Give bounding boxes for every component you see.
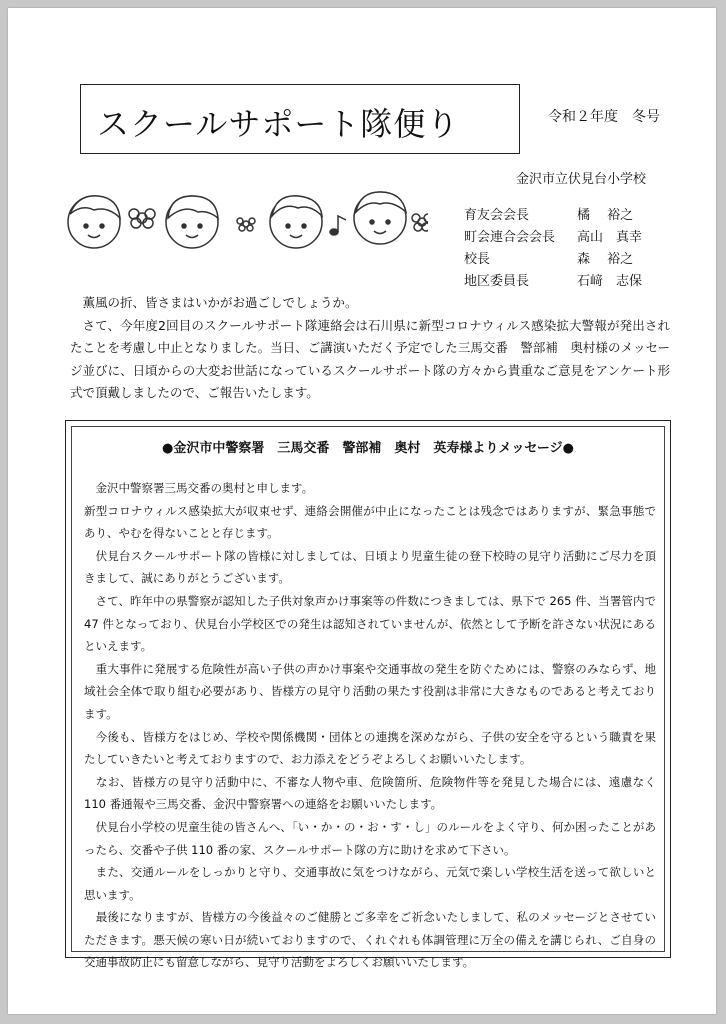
message-paragraph: 伏見台スクールサポート隊の皆様に対しましては、日頃より児童生徒の登下校時の見守り活動にご尽力を頂きまして、誠にありがとうございます。	[84, 548, 656, 586]
title-box	[80, 84, 520, 154]
intro-text	[70, 292, 670, 405]
issue-label: 令和２年度 冬号	[548, 109, 660, 125]
message-heading: ●金沢市中警察署 三馬交番 警部補 奥村 英寿様よりメッセージ●	[162, 441, 574, 456]
official-role: 地区委員長	[464, 274, 530, 289]
message-paragraph: さて、昨年中の県警察が認知した子供対象声かけ事案等の件数につきましては、県下で 265 件、当署管内で 47 件となっており、伏見台小学校区での発生は認知されていませんが、依然として予断を許さない状況にあるといえます。	[84, 593, 656, 654]
official-name: 石﨑 志保	[577, 274, 643, 289]
official-role: 育友会会長	[464, 208, 530, 223]
message-box	[65, 420, 671, 970]
newsletter-page	[8, 8, 716, 1014]
child-face-icon	[270, 196, 322, 248]
message-paragraph: 今後も、皆様方をはじめ、学校や関係機関・団体との連携を深めながら、子供の安全を守るという職責を果たしていきたいと考えておりますので、お力添えをどうぞよろしくお願いいたします。	[84, 729, 656, 767]
message-paragraph: 重大事件に発展する危険性が高い子供の声かけ事案や交通事故の発生を防ぐためには、警察のみならず、地域社会全体で取り組む必要があり、皆様方の見守り活動の果たす役割は非常に大きなものであると考えております。	[84, 661, 656, 721]
message-paragraph: また、交通ルールをしっかりと守り、交通事故に気をつけながら、元気で楽しい学校生活を送って欲しいと思います。	[84, 865, 656, 902]
intro-paragraph: 薫風の折、皆さまはいかがお過ごしでしょうか。	[82, 295, 358, 310]
flower-icon	[237, 218, 255, 231]
message-body	[84, 477, 656, 974]
message-paragraph: 金沢中警察署三馬交番の奥村と申します。	[84, 481, 314, 495]
official-name: 森 裕之	[577, 252, 634, 267]
child-face-icon	[354, 192, 406, 244]
official-role: 校長	[464, 252, 491, 267]
flower-icon	[412, 214, 428, 231]
intro-paragraph: さて、今年度2回目のスクールサポート隊連絡会は石川県に新型コロナウィルス感染拡大警報が発出されたことを考慮し中止となりました。当日、ご講演いただく予定でした三馬交番 警部補 奥村様のメッセージ並びに、日頃からの大変お世話になっているスクールサポート隊の方々から貴重なご意見をアンケート形式で頂戴しましたので、ご報告いたします。	[70, 317, 670, 400]
message-paragraph: なお、皆様方の見守り活動中に、不審な人物や車、危険箇所、危険物件等を発見した場合には、遠慮なく 110 番通報や三馬交番、金沢中警察署への連絡をお願いいたします。	[84, 774, 656, 812]
official-role: 町会連合会会長	[464, 230, 556, 245]
children-illustration	[58, 188, 428, 258]
child-face-icon	[68, 196, 120, 248]
music-note-icon	[330, 216, 346, 235]
official-name: 高山 真幸	[577, 230, 643, 245]
message-paragraph: 伏見台小学校の児童生徒の皆さんへ、「い・か・の・お・す・し」のルールをよく守り、何か困ったことがあったら、交番や子供 110 番の家、スクールサポート隊の方に助けを求めて下さい。	[84, 819, 656, 857]
message-paragraph: 最後になりますが、皆様方の今後益々のご健勝とご多幸をご祈念いたしまして、私のメッセージとさせていただきます。悪天候の寒い日が続いておりますので、くれぐれも体調管理に万全の備えを講じられ、ご自身の交通事故防止にも留意しながら、見守り活動をよろしくお願いいたします。	[84, 910, 656, 970]
child-face-icon	[166, 196, 218, 248]
official-name: 橘 裕之	[577, 208, 634, 223]
school-name: 金沢市立伏見台小学校	[516, 172, 647, 187]
message-paragraph: 新型コロナウィルス感染拡大が収束せず、連絡会開催が中止になったことは残念ではありますが、緊急事態であり、やむを得ないことと存じます。	[84, 503, 656, 541]
flower-icon	[129, 209, 155, 228]
message-box-inner	[71, 426, 665, 970]
newsletter-title: スクールサポート隊便り	[97, 105, 460, 143]
